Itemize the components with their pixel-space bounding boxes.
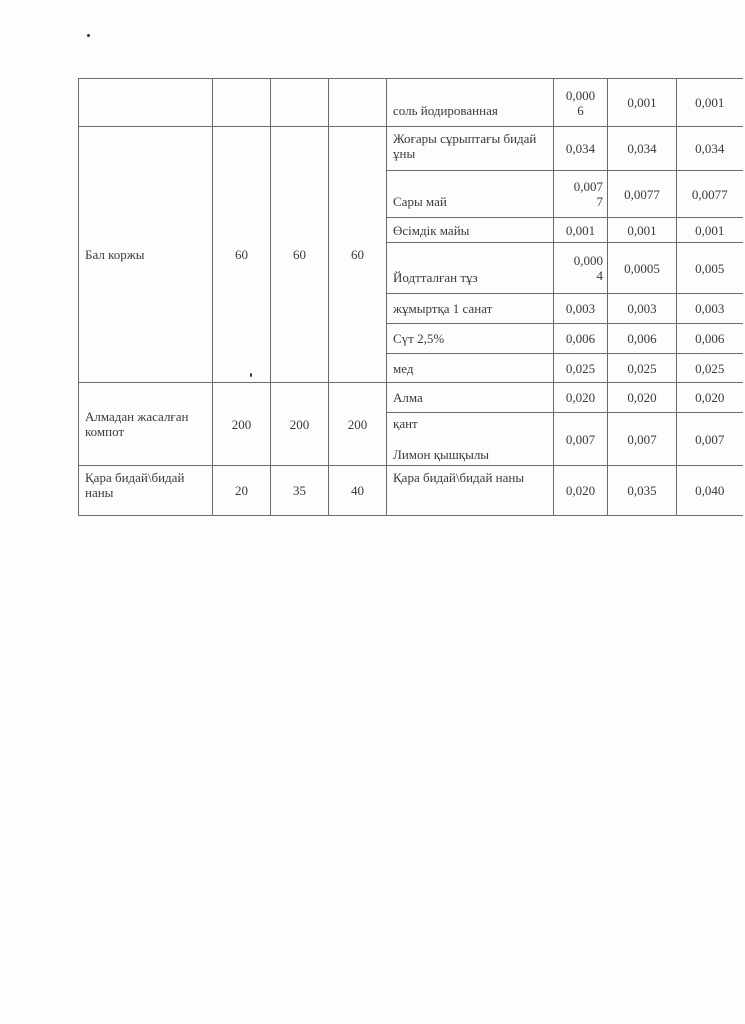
ingredient-qty-1: 0,000 6 <box>554 79 608 127</box>
ingredient-qty-1: 0,007 7 <box>554 171 608 218</box>
ingredient-qty-3: 0,020 <box>677 383 743 413</box>
ingredient-qty-1: 0,001 <box>554 218 608 243</box>
ingredient-qty-3: 0,025 <box>677 354 743 383</box>
ingredient-qty-2: 0,035 <box>608 466 677 516</box>
portion-3: 200 <box>329 383 387 466</box>
ingredient-qty-3: 0,040 <box>677 466 743 516</box>
dish-name: Алмадан жасалған компот <box>79 383 213 466</box>
table-row <box>79 79 743 127</box>
scan-speck <box>87 34 90 37</box>
ingredient-qty-3: 0,005 <box>677 243 743 294</box>
ingredient-qty-1: 0,006 <box>554 324 608 354</box>
ingredient-qty-3: 0,003 <box>677 294 743 324</box>
recipe-table <box>78 78 743 516</box>
portion-1: 200 <box>213 383 271 466</box>
ingredient-qty-1: 0,025 <box>554 354 608 383</box>
ingredient-qty-2: 0,003 <box>608 294 677 324</box>
ingredient-qty-3: 0,001 <box>677 79 743 127</box>
ingredient-qty-1: 0,020 <box>554 383 608 413</box>
ingredient-name <box>387 413 554 466</box>
table-row <box>79 466 743 516</box>
ingredient-name: соль йодированная <box>387 79 554 127</box>
portion-1 <box>213 79 271 127</box>
portion-3: 40 <box>329 466 387 516</box>
portion-2: 35 <box>271 466 329 516</box>
ingredient-name: Сүт 2,5% <box>387 324 554 354</box>
ingredient-qty-2: 0,007 <box>608 413 677 466</box>
table-row <box>79 127 743 171</box>
ingredient-qty-2: 0,001 <box>608 218 677 243</box>
dish-name: Бал коржы <box>79 127 213 383</box>
ingredient-qty-3: 0,0077 <box>677 171 743 218</box>
ingredient-name: Алма <box>387 383 554 413</box>
table-row <box>79 383 743 413</box>
ingredient-qty-2: 0,025 <box>608 354 677 383</box>
ingredient-qty-3: 0,006 <box>677 324 743 354</box>
portion-1: 60 <box>213 127 271 383</box>
ingredient-qty-2: 0,0077 <box>608 171 677 218</box>
portion-3: 60 <box>329 127 387 383</box>
ingredient-name: Жоғары сұрыптағы бидай ұны <box>387 127 554 171</box>
ingredient-qty-1: 0,000 4 <box>554 243 608 294</box>
ingredient-qty-2: 0,034 <box>608 127 677 171</box>
ingredient-name: Өсімдік майы <box>387 218 554 243</box>
ingredient-name-line-2: Лимон қышқылы <box>393 447 490 462</box>
ingredient-qty-3: 0,007 <box>677 413 743 466</box>
ingredient-name: Қара бидай\бидай наны <box>387 466 554 516</box>
ingredient-name: Сары май <box>387 171 554 218</box>
dish-name <box>79 79 213 127</box>
ingredient-qty-3: 0,001 <box>677 218 743 243</box>
portion-1: 20 <box>213 466 271 516</box>
ingredient-qty-1: 0,003 <box>554 294 608 324</box>
ingredient-qty-2: 0,006 <box>608 324 677 354</box>
portion-2 <box>271 79 329 127</box>
ingredient-qty-1: 0,007 <box>554 413 608 466</box>
ingredient-qty-3: 0,034 <box>677 127 743 171</box>
ingredient-qty-1: 0,020 <box>554 466 608 516</box>
ingredient-name-line-1: қант <box>393 416 418 431</box>
ingredient-qty-1: 0,034 <box>554 127 608 171</box>
ingredient-qty-2: 0,0005 <box>608 243 677 294</box>
portion-2: 200 <box>271 383 329 466</box>
dish-name: Қара бидай\бидай наны <box>79 466 213 516</box>
portion-3 <box>329 79 387 127</box>
ingredient-name: мед <box>387 354 554 383</box>
ingredient-name: жұмыртқа 1 санат <box>387 294 554 324</box>
portion-2: 60 <box>271 127 329 383</box>
ingredient-qty-2: 0,020 <box>608 383 677 413</box>
menu-table <box>78 78 743 516</box>
ingredient-qty-2: 0,001 <box>608 79 677 127</box>
ingredient-name: Йодтталған тұз <box>387 243 554 294</box>
